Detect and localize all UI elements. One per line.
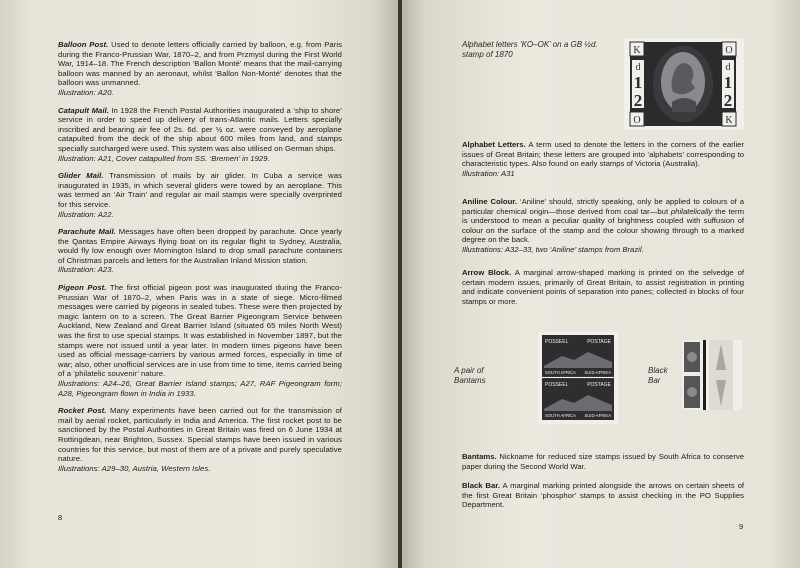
entry-term: Arrow Block. — [462, 268, 512, 277]
bantam-bottom-label-right: SUID-AFRIKA — [584, 370, 611, 375]
bantam-top-label-left: POSSEEL — [545, 382, 569, 388]
bantam-bottom-label-left: SOUTH AFRICA — [545, 413, 576, 418]
entry-catapult-mail — [58, 106, 342, 164]
entry-illustration: Illustration: A20. — [58, 87, 114, 97]
bantams-figure — [538, 332, 618, 424]
corner-letter-tl: K — [633, 45, 641, 56]
entry-text-italic: philatelically — [670, 206, 713, 216]
entry-glider-mail — [58, 171, 342, 219]
entry-text: A marginal marking printed alongside the arrows on certain sheets of the first Great Britain ‘phosphor’ stamps to assist checking in the PO Supplies Department. — [462, 481, 744, 510]
entry-text: Messages have often been dropped by parachute. Once yearly the Qantas Empire Airways flying boat on its regular flight to Sydney, Australia, would fly low enough over Mornington Island to drop small parachute containers of Christmas parcels and letters for the Australian Inland Mission station. — [58, 227, 342, 265]
value-right-1: 1 — [723, 73, 733, 92]
page-number-left: 8 — [58, 513, 63, 522]
queen-shoulders — [672, 98, 696, 112]
entry-balloon-post — [58, 40, 342, 98]
gb-stamp-portrait — [687, 387, 697, 397]
entry-aniline-colour — [462, 197, 744, 255]
bantams-caption: A pair of Bantams — [454, 366, 486, 385]
value-left-d: d — [635, 62, 641, 73]
entry-text: the term is understood to mean a peculiar quality of brightness coupled with suffusion of colour on the surface of the stamp and the colour showing through to a marked degree on the back. — [462, 206, 745, 245]
entry-term: Pigeon Post. — [58, 283, 107, 293]
entry-illustration: Illustration: A31 — [462, 168, 515, 178]
entry-text: Transmission of mails by air glider. In Cuba a service was inaugurated in 1935, in which several gliders were towed by an aeroplane. This was termed an ‘Air Train’ and regular air mail stamps were specially overprinted for this service. — [58, 171, 342, 209]
entry-term: Parachute Mail. — [58, 227, 116, 237]
entry-text: A term used to denote the letters in the corners of the earlier issues of Great Britain; these letters are grouped into ‘alphabets’ corresponding to characteristic types. Also found on early stamps of Victoria (Australia). — [462, 140, 744, 169]
black-bar-caption: Black Bar — [648, 366, 668, 385]
entry-term: Aniline Colour. — [462, 197, 518, 206]
bantam-top-label-right: POSTAGE — [587, 339, 611, 345]
page-number-right: 9 — [739, 522, 744, 531]
left-column — [58, 40, 342, 481]
entry-illustration: Illustrations: A24–26, Great Barrier Island stamps; A27, RAF Pigeongram form; A28, Pigeongram flown in India in 1933. — [58, 379, 342, 398]
entry-text: Many experiments have been carried out for the transmission of mail by aerial rocket, particularly in India and America. The first rocket post to be sanctioned by the Postal Authorities in Great Britain was fired on 6 June 1934 at Rottingdean, near Brighton, Sussex. Special stamps have been issued in various countries for this service, but most of them are of a private and purely speculative nature. — [58, 406, 342, 464]
bantam-top-label-left: POSSEEL — [545, 339, 569, 345]
entry-text: Nickname for reduced size stamps issued by South Africa to conserve paper during the Second World War. — [462, 452, 744, 471]
entry-term: Rocket Post. — [58, 406, 107, 416]
right-page — [402, 0, 800, 568]
entry-bantams — [462, 452, 744, 471]
bantam-bottom-label-right: SUID-AFRIKA — [584, 413, 611, 418]
entry-term: Catapult Mail. — [58, 105, 109, 115]
entry-alphabet-letters — [462, 140, 744, 178]
entry-term: Balloon Post. — [58, 40, 109, 49]
value-left-2: 2 — [633, 91, 643, 110]
black-bar-marking — [703, 340, 706, 410]
entry-text: ‘Aniline’ should, strictly speaking, only be applied to colours of a particular chemical origin—those derived from coal tar—but — [462, 197, 744, 216]
entry-illustration: Illustration: A23. — [58, 265, 114, 275]
stamp-caption: Alphabet letters ‘KO–OK’ on a GB ½d. stamp of 1870 — [462, 40, 598, 59]
entry-term: Alphabet Letters. — [462, 140, 526, 149]
entry-text: Used to denote letters officially carried by balloon, e.g. from Paris during the Franco-Prussian War, 1870–2, and from Przmysl during the First World War, 1914–18. The French description ‘Ballon Monté’ means that the mail-carrying balloon was manned by an aeronaut, whilst ‘Ballon Non-Monté’ denotes that the balloon was unmanned. — [58, 40, 342, 88]
entry-illustration: Illustration: A22. — [58, 209, 114, 219]
entry-term: Glider Mail. — [58, 171, 104, 181]
entry-illustration: Illustrations: A32–33, two ‘Aniline’ stamps from Brazil. — [462, 244, 644, 254]
entry-term: Black Bar. — [462, 481, 500, 490]
left-page — [0, 0, 398, 568]
value-right-2: 2 — [723, 91, 733, 110]
entry-parachute-mail — [58, 227, 342, 275]
entry-text: The first official pigeon post was inaugurated during the Franco-Prussian War of 1870–2, when Paris was in a state of siege. Micro-filmed messages were carried by pigeons in sealed tubes. These were then projected by magic lantern on to a screen. The Great Barrier Pigeongram Service between Auckland, New Zealand and Great Barrier Island (situated 65 miles North West) was the first to use special stamps. It was established in November 1897, but the stamps were not issued until a year later. In modern times pigeons have been used as official message-carriers by various armed forces, especially in time of war; also, other unofficial services are in use from time to time, items carried being of a ‘philatelic souvenir’ nature. — [58, 283, 343, 379]
entry-black-bar — [462, 481, 744, 510]
entry-arrow-block — [462, 268, 744, 306]
value-left-1: 1 — [633, 73, 643, 92]
alphabet-stamp-figure — [624, 38, 744, 130]
corner-letter-bl: O — [633, 115, 641, 126]
bantam-top-label-right: POSTAGE — [587, 382, 611, 388]
entry-pigeon-post — [58, 283, 342, 398]
entry-illustration: Illustration: A21, Cover catapulted from SS. ‘Bremen’ in 1929. — [58, 153, 270, 163]
corner-letter-tr: O — [725, 45, 733, 56]
entry-illustration: Illustrations: A29–30, Austria, Western Isles. — [58, 463, 211, 473]
black-bar-figure — [682, 340, 742, 410]
gb-stamp-portrait — [687, 352, 697, 362]
entry-text: A marginal arrow-shaped marking is printed on the selvedge of certain modern issues, primarily of Great Britain, to assist registration in printing and indicate convenient points of separation into panes; collected in blocks of four stamps or more. — [462, 268, 744, 306]
value-right-d: d — [725, 62, 731, 73]
corner-letter-br: K — [725, 115, 733, 126]
entry-term: Bantams. — [462, 452, 497, 461]
entry-rocket-post — [58, 406, 342, 473]
bantam-bottom-label-left: SOUTH AFRICA — [545, 370, 576, 375]
entry-text: In 1928 the French Postal Authorities inaugurated a ‘ship to shore’ service in order to speed up delivery of trans-Atlantic mails. Letters specially inscribed and bearing air fee of 2s. 6d. per ½ oz. were conveyed by aeroplane catapulted from the deck of the ship about 600 miles from land, and stamps specially surcharged were used. This system was also utilised on German ships. — [58, 105, 342, 153]
